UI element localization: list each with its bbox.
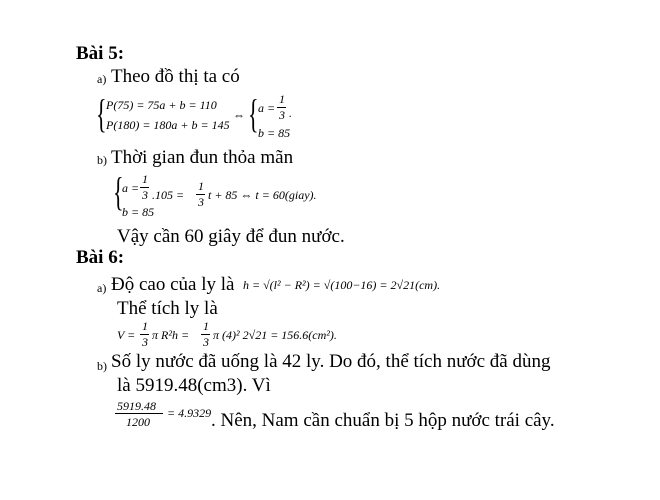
sys2-frac-den: 3: [142, 188, 148, 202]
ratio-val: = 4.9329: [167, 406, 212, 420]
bai6-b-text2: là 5919.48(cm3). Vì: [117, 375, 271, 396]
sys1-frac-den: 3: [279, 108, 285, 122]
v-frac2-den: 3: [203, 335, 209, 349]
sys1-left-brace: {: [96, 91, 107, 136]
ratio-den: 1200: [126, 415, 150, 429]
bai6-b-text1: Số ly nước đã uống là 42 ly. Do đó, thể tích nước đã dùng: [111, 351, 551, 372]
bai6-title: Bài 6:: [76, 247, 125, 268]
ratio-bar: [115, 413, 163, 414]
sys2-frac-num: 1: [142, 172, 148, 186]
bai6-h-formula: h = √(l² − R²) = √(100−16) = 2√21(cm).: [243, 278, 441, 292]
sys1-b: b = 85: [258, 126, 291, 140]
ratio-num: 5919.48: [117, 399, 156, 413]
v-mid: π R²h =: [152, 328, 190, 342]
sys1-a: a =: [258, 101, 276, 115]
v-frac2-num: 1: [203, 319, 209, 333]
bai6-a-label: a): [97, 281, 107, 295]
sys1-frac-num: 1: [279, 92, 285, 106]
v-rhs: π (4)² 2√21 = 156.6(cm²).: [213, 328, 337, 342]
bai5-b-text: Thời gian đun thỏa mãn: [111, 147, 294, 168]
bai6-volume-text: Thể tích ly là: [117, 298, 218, 319]
sys2-left-brace: {: [113, 169, 124, 214]
v-frac-den: 3: [142, 335, 148, 349]
sys1-right-brace: {: [248, 91, 259, 136]
bai5-conclusion: Vậy cần 60 giây để đun nước.: [117, 226, 345, 247]
bai5-a-text: Theo đồ thị ta có: [111, 66, 240, 87]
sys1-dot: .: [289, 106, 292, 120]
sys2-a: a =: [122, 181, 140, 195]
sys1-equiv: ⇔: [233, 108, 245, 122]
bai6-a-text: Độ cao của ly là: [111, 274, 235, 295]
v-frac-num: 1: [142, 319, 148, 333]
bai5-a-label: a): [97, 72, 107, 86]
bai6-b-label: b): [97, 359, 107, 373]
sys2-frac2-num: 1: [198, 179, 204, 193]
bai5-b-label: b): [97, 153, 107, 167]
sys2-mid2: t + 85 ⇔ t = 60(giay).: [208, 188, 317, 202]
v-lhs: V =: [117, 328, 136, 342]
sys2-b: b = 85: [122, 205, 155, 219]
sys1-row1: P(75) = 75a + b = 110: [106, 98, 217, 112]
bai6-final-text: . Nên, Nam cần chuẩn bị 5 hộp nước trái cây.: [211, 410, 555, 431]
sys2-frac2-den: 3: [198, 195, 204, 209]
sys1-row2: P(180) = 180a + b = 145: [106, 118, 230, 132]
sys2-mid1: .105 =: [152, 188, 185, 202]
bai5-title: Bài 5:: [76, 43, 125, 64]
